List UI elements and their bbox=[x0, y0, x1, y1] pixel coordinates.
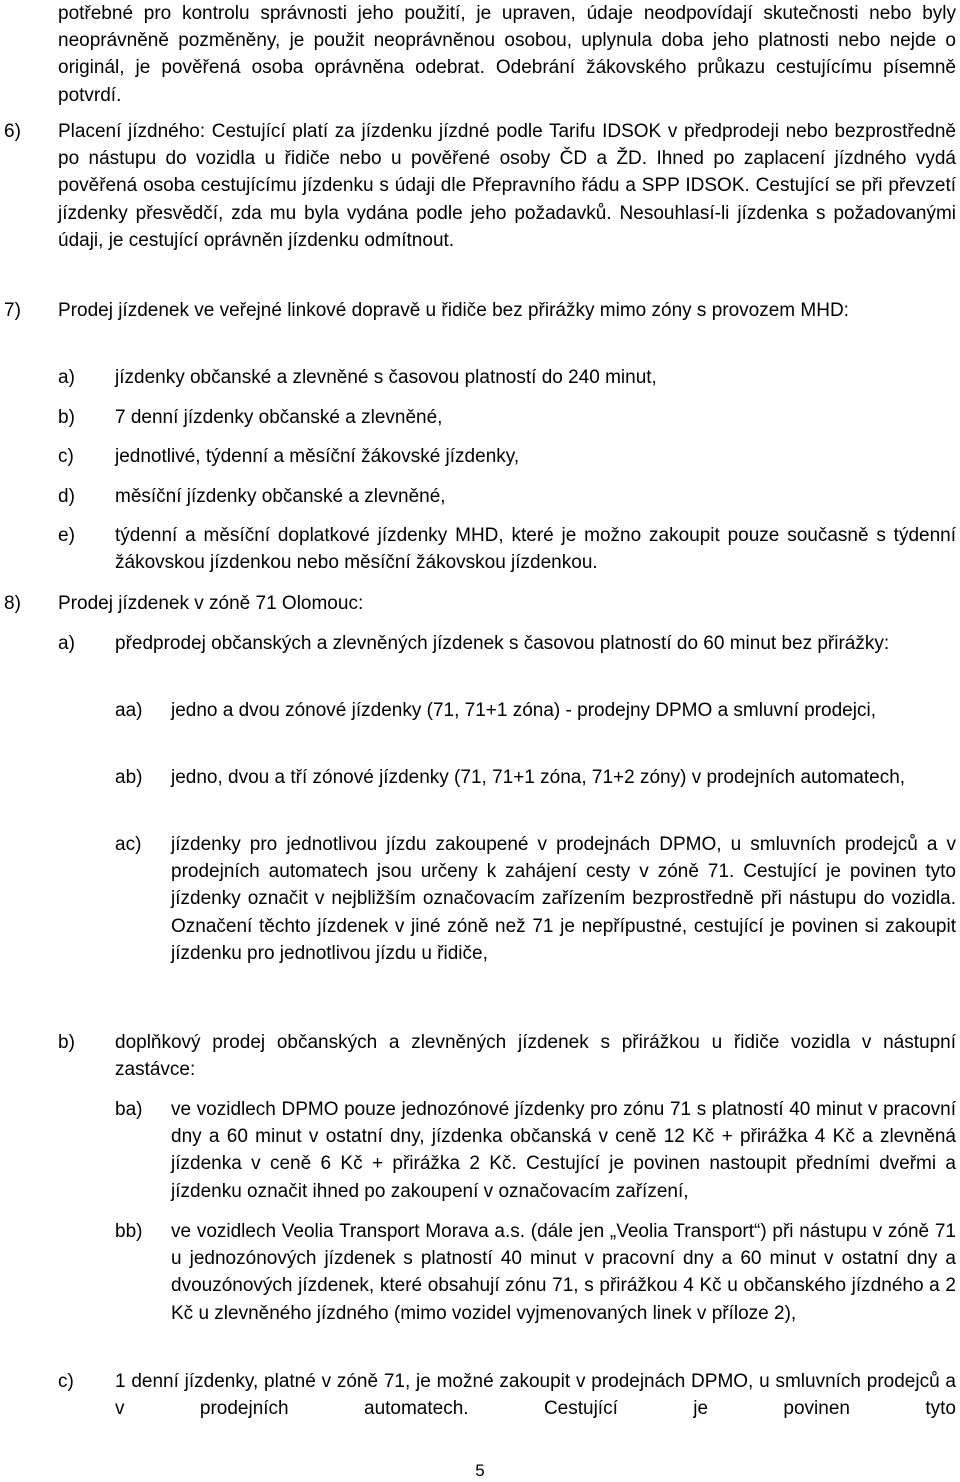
section-8a-subitem bbox=[115, 831, 956, 967]
subitem-label: b) bbox=[58, 407, 75, 428]
subitem-label: bb) bbox=[115, 1221, 143, 1242]
section-7-text: Prodej jízdenek ve veřejné linkové dopravě u řidiče bez přirážky mimo zóny s provozem MHD: bbox=[58, 300, 849, 321]
page-number: 5 bbox=[475, 1461, 485, 1480]
subitem-text: týdenní a měsíční doplatkové jízdenky MHD, které je možno zakoupit pouze současně s týdenní žákovskou jízdenkou nebo měsíční žákovskou jízdenkou. bbox=[115, 525, 956, 574]
section-6-text: Placení jízdného: Cestující platí za jízdenku jízdné podle Tarifu IDSOK v předprodeji nebo bezprostředně po nástupu do vozidla u řidiče nebo u pověřené osoby ČD a ŽD. Ihned po zaplacení jízdného vydá pověřená osoba cestujícímu jízdenku s údaji dle Přepravního řádu a SPP IDSOK. Cestující se při převzetí jízdenky přesvědčí, zda mu byla vydána podle jeho požadavků. Nesouhlasí-li jízdenka s požadovanými údaji, je cestující oprávněn jízdenku odmítnout. bbox=[58, 121, 956, 251]
subitem-text: jedno a dvou zónové jízdenky (71, 71+1 zóna) - prodejny DPMO a smluvní prodejci, bbox=[171, 700, 876, 721]
section-8a-subitem bbox=[115, 764, 956, 791]
section-8-text: Prodej jízdenek v zóně 71 Olomouc: bbox=[58, 593, 364, 614]
subitem-text: jízdenky občanské a zlevněné s časovou platností do 240 minut, bbox=[115, 367, 657, 388]
subitem-text: doplňkový prodej občanských a zlevněných jízdenek s přirážkou u řidiče vozidla v nástupní zastávce: bbox=[115, 1032, 956, 1081]
section-8b bbox=[58, 1029, 956, 1083]
subitem-label: d) bbox=[58, 486, 75, 507]
subitem-label: e) bbox=[58, 525, 75, 546]
intro-paragraph: potřebné pro kontrolu správnosti jeho použití, je upraven, údaje neodpovídají skutečnosti nebo byly neoprávněně pozměněny, je použit neoprávněnou osobou, uplynula doba jeho platnosti nebo nejde o originál, je pověřená osoba oprávněna odebrat. Odebrání žákovského průkazu cestujícímu písemně potvrdí. bbox=[58, 3, 956, 106]
subitem-text: 7 denní jízdenky občanské a zlevněné, bbox=[115, 407, 443, 428]
section-7-subitem bbox=[58, 404, 956, 431]
section-7-subitem bbox=[58, 443, 956, 470]
section-6 bbox=[0, 118, 956, 254]
subitem-label: c) bbox=[58, 446, 74, 467]
section-8 bbox=[0, 590, 956, 617]
subitem-label: c) bbox=[58, 1371, 74, 1392]
subitem-text: jízdenky pro jednotlivou jízdu zakoupené v prodejnách DPMO, u smluvních prodejců a v prodejních automatech jsou určeny k zahájení cesty v zóně 71. Cestující je povinen tyto jízdenky označit v nejbližším označovacím zařízením bezprostředně při nástupu do vozidla. Označení těchto jízdenek v jiné zóně než 71 je nepřípustné, cestující je povinen si zakoupit jízdenku pro jednotlivou jízdu u řidiče, bbox=[171, 834, 956, 964]
subitem-text: jednotlivé, týdenní a měsíční žákovské jízdenky, bbox=[115, 446, 520, 467]
section-8a-subitem bbox=[115, 697, 956, 724]
section-7-number: 7) bbox=[4, 300, 21, 321]
section-7 bbox=[0, 297, 956, 324]
subitem-text: ve vozidlech Veolia Transport Morava a.s. (dále jen „Veolia Transport“) při nástupu v zóně 71 u jednozónových jízdenek s platností 40 minut v pracovní dny a 60 minut v ostatní dny a dvouzónových jízdenek, které obsahují zónu 71, s přirážkou 4 Kč u občanského jízdného a 2 Kč u zlevněného jízdného (mimo vozidel vyjmenovaných linek v příloze 2), bbox=[171, 1221, 956, 1324]
section-8-number: 8) bbox=[4, 593, 21, 614]
subitem-label: ba) bbox=[115, 1099, 143, 1120]
section-8b-subitem bbox=[115, 1096, 956, 1205]
section-7-subitem bbox=[58, 522, 956, 576]
subitem-text: ve vozidlech DPMO pouze jednozónové jízdenky pro zónu 71 s platností 40 minut v pracovní dny a 60 minut v ostatní dny, jízdenka občanská v ceně 12 Kč + přirážka 4 Kč a zlevněná jízdenka v ceně 6 Kč + přirážka 2 Kč. Cestující je povinen nastoupit předními dveřmi a jízdenku označit ihned po zakoupení v označovacím zařízení, bbox=[171, 1099, 956, 1202]
section-8c bbox=[58, 1368, 956, 1422]
section-7-subitem bbox=[58, 483, 956, 510]
section-8b-subitem bbox=[115, 1218, 956, 1327]
subitem-text: 1 denní jízdenky, platné v zóně 71, je možné zakoupit v prodejnách DPMO, u smluvních prodejců a v prodejních automatech. Cestující je povinen tyto bbox=[115, 1371, 956, 1420]
subitem-text: jedno, dvou a tří zónové jízdenky (71, 71+1 zóna, 71+2 zóny) v prodejních automatech, bbox=[171, 767, 906, 788]
section-6-number: 6) bbox=[4, 121, 21, 142]
subitem-label: a) bbox=[58, 633, 75, 654]
subitem-label: ab) bbox=[115, 767, 143, 788]
section-7-subitem bbox=[58, 364, 956, 391]
subitem-text: měsíční jízdenky občanské a zlevněné, bbox=[115, 486, 446, 507]
subitem-label: a) bbox=[58, 367, 75, 388]
subitem-text: předprodej občanských a zlevněných jízdenek s časovou platností do 60 minut bez přirážky: bbox=[115, 633, 890, 654]
section-8a bbox=[58, 630, 956, 657]
subitem-label: aa) bbox=[115, 700, 143, 721]
subitem-label: ac) bbox=[115, 834, 142, 855]
subitem-label: b) bbox=[58, 1032, 75, 1053]
